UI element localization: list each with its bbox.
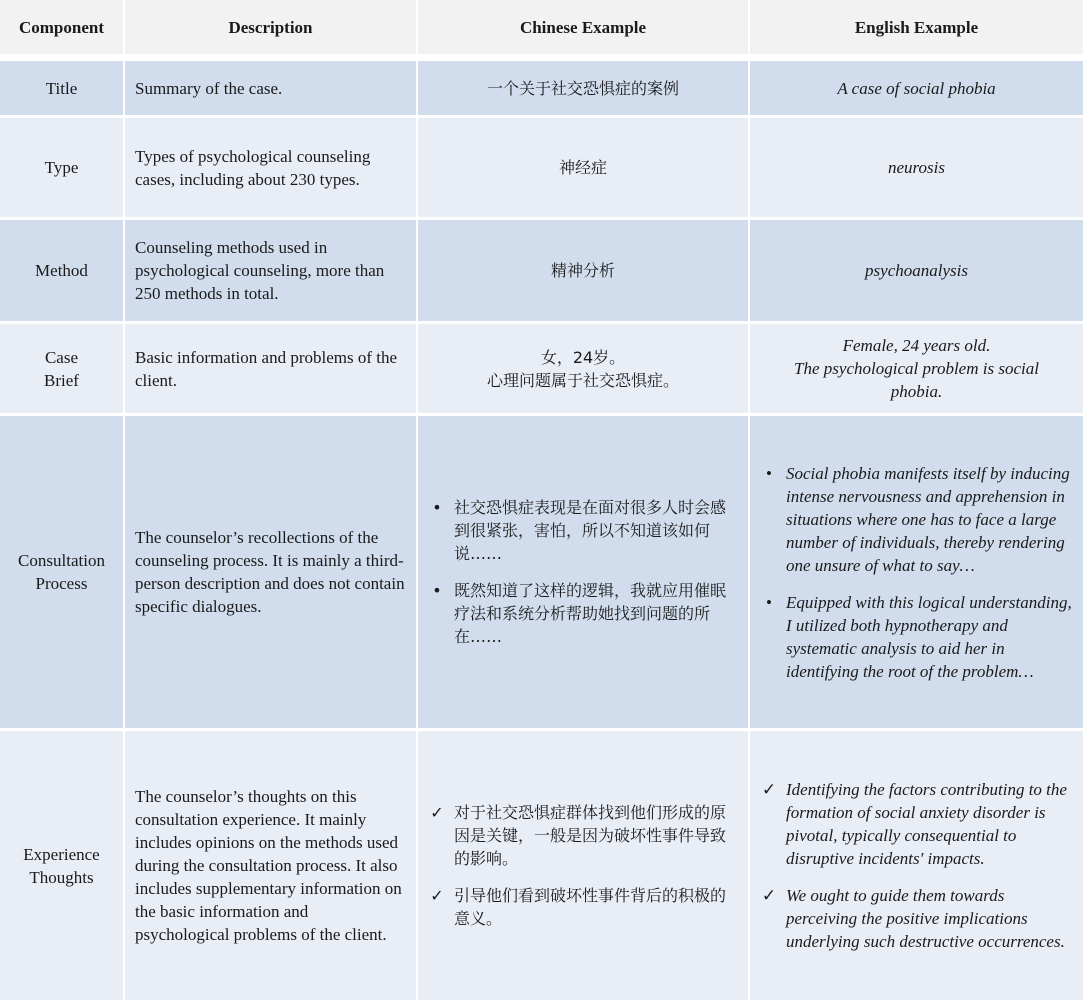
row-consultation-process-description [125, 416, 416, 728]
english-line-2: The psychological problem is social phobia. [794, 359, 1039, 401]
check-icon: ✓ [761, 886, 777, 905]
row-experience-thoughts-description [125, 731, 416, 1000]
chinese-check-text: 对于社交恐惧症群体找到他们形成的原因是关键，一般是因为破坏性事件导致的影响。 [454, 803, 727, 868]
description-text: The counselor’s recollections of the counseling process. It is mainly a third-person description and does not contain specific dialogues. [135, 528, 405, 616]
chinese-text: 神经症 [558, 158, 607, 177]
row-method-chinese [418, 220, 748, 321]
header-component [0, 0, 123, 54]
row-type-english [750, 118, 1083, 217]
chinese-bullet-text: 社交恐惧症表现是在面对很多人时会感到很紧张，害怕，所以不知道该如何说…… [454, 498, 727, 563]
row-case-brief-chinese [418, 324, 748, 413]
check-item [750, 778, 1083, 870]
header-chinese-example [418, 0, 748, 54]
component-label: Type [44, 158, 79, 177]
chinese-text: 精神分析 [550, 261, 615, 280]
row-case-brief-english [750, 324, 1083, 413]
english-check-text: Identifying the factors contributing to the formation of social anxiety disorder is pivotal, typically consequential to disruptive incidents' impacts. [786, 780, 1067, 868]
bullet-marker: • [432, 581, 442, 600]
check-item [418, 884, 748, 930]
row-case-brief-component [0, 324, 123, 413]
english-bullet-text: Equipped with this logical understanding, I utilized both hypnotherapy and systematic analysis to aid her in identifying the root of the problem… [786, 592, 1072, 681]
component-label-line-2: Thoughts [29, 867, 94, 887]
row-experience-thoughts-component [0, 731, 123, 1000]
header-component-label: Component [18, 17, 104, 37]
row-title-description [125, 61, 416, 115]
header-english-label: English Example [854, 17, 979, 37]
component-label-line-2: Process [35, 574, 88, 593]
component-label-line-2: Brief [44, 370, 79, 390]
english-check-text: We ought to guide them towards perceiving the positive implications underlying such destructive occurrences. [786, 886, 1065, 951]
bullet-marker: • [766, 463, 772, 483]
description-text: The counselor’s thoughts on this consultation experience. It mainly includes opinions on the methods used during the consultation process. It also includes supplementary information on the basic information and psychological problems of the client. [135, 787, 402, 944]
row-consultation-process-chinese [418, 416, 748, 728]
row-method-description [125, 220, 416, 321]
row-title-english [750, 61, 1083, 115]
check-icon: ✓ [430, 803, 444, 822]
header-chinese-label: Chinese Example [519, 17, 647, 37]
header-description [125, 0, 416, 54]
row-case-brief-description [125, 324, 416, 413]
header-description-label: Description [228, 17, 313, 37]
chinese-line-2: 心理问题属于社交恐惧症。 [486, 370, 679, 390]
description-text: Summary of the case. [135, 78, 283, 98]
chinese-line-1: 女，24岁。 [540, 347, 626, 367]
check-icon: ✓ [761, 780, 777, 799]
bullet-marker: • [766, 592, 772, 612]
component-label-line-1: Consultation [18, 551, 105, 570]
chinese-text: 一个关于社交恐惧症的案例 [486, 78, 679, 98]
row-experience-thoughts-chinese [418, 731, 748, 1000]
row-consultation-process-component [0, 416, 123, 728]
description-text: Types of psychological counseling cases, including about 230 types. [135, 146, 371, 189]
check-item [750, 884, 1083, 953]
english-text: A case of social phobia [837, 78, 996, 98]
header-english-example [750, 0, 1083, 54]
check-item [418, 801, 748, 870]
row-experience-thoughts-english [750, 731, 1083, 1000]
component-label: Method [35, 261, 88, 280]
row-method-component [0, 220, 123, 321]
row-title-component [0, 61, 123, 115]
bullet-item [418, 496, 748, 565]
row-title-chinese [418, 61, 748, 115]
bullet-item [418, 579, 748, 648]
english-text: neurosis [888, 158, 945, 177]
component-label-line-1: Case [44, 347, 79, 367]
row-type-component [0, 118, 123, 217]
row-method-english [750, 220, 1083, 321]
bullet-item [750, 591, 1083, 683]
row-consultation-process-english [750, 416, 1083, 728]
english-text: psychoanalysis [865, 261, 968, 280]
row-type-chinese [418, 118, 748, 217]
check-icon: ✓ [430, 886, 444, 905]
bullet-item [750, 462, 1083, 577]
description-text: Counseling methods used in psychological counseling, more than 250 methods in total. [135, 238, 385, 303]
chinese-bullet-text: 既然知道了这样的逻辑，我就应用催眠疗法和系统分析帮助她找到问题的所在…… [454, 581, 727, 646]
chinese-check-text: 引导他们看到破坏性事件背后的积极的意义。 [454, 886, 727, 928]
bullet-marker: • [432, 498, 442, 517]
row-type-description [125, 118, 416, 217]
component-label-line-1: Experience [23, 844, 100, 864]
english-line-1: Female, 24 years old. [842, 336, 991, 355]
component-label: Title [45, 78, 78, 98]
english-bullet-text: Social phobia manifests itself by inducing intense nervousness and apprehension in situations where one has to face a large number of individuals, thereby rendering one unsure of what to say… [786, 463, 1070, 575]
description-text: Basic information and problems of the client. [135, 347, 398, 390]
